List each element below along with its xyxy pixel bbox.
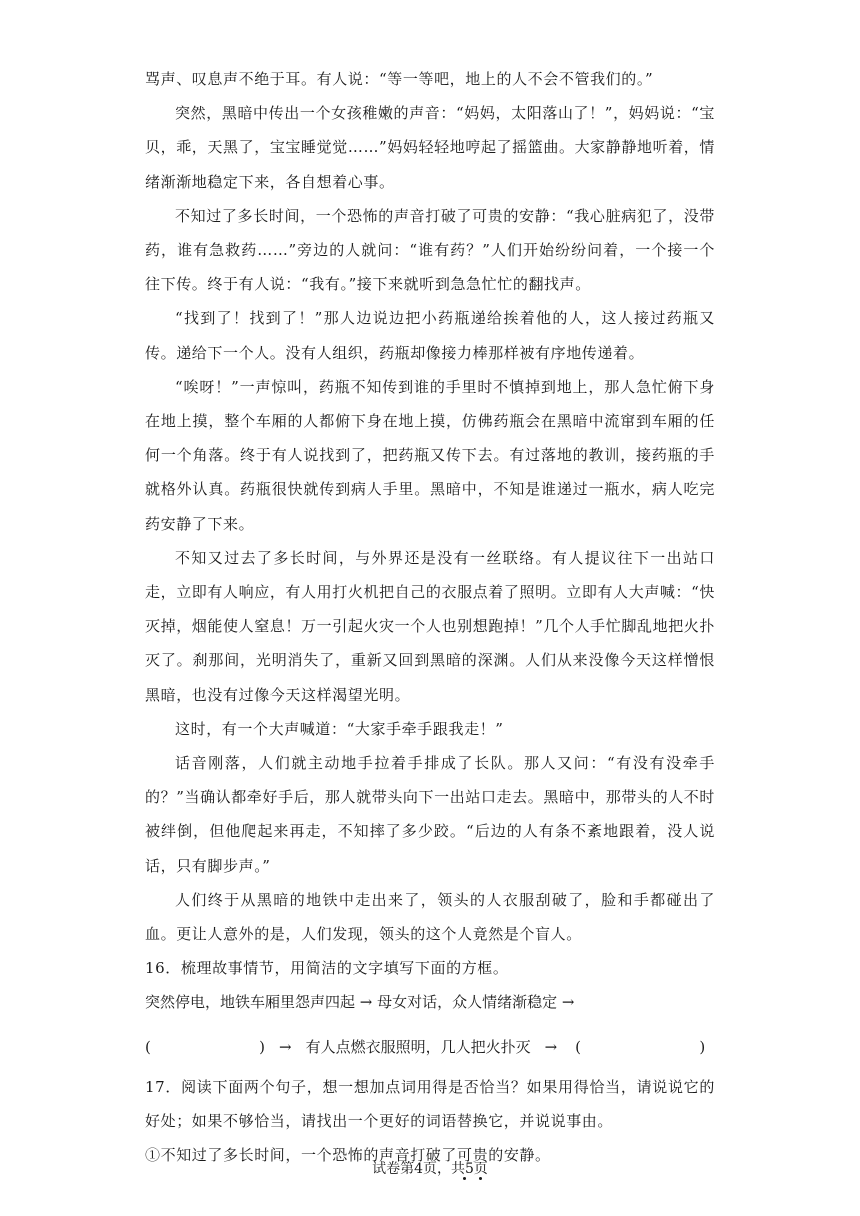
paren-close: ) (699, 1037, 706, 1056)
sentence-text-before: ①不知过了多长时间，一个恐怖的声音打破了 (145, 1146, 458, 1165)
sentence-text-after: 的安静。 (488, 1146, 551, 1165)
passage-paragraph-8: 人们终于从黑暗的地铁中走出来了，领头的人衣服刮破了，脸和手都碰出了血。更让人意外的是，人们发现，领头的这个人竟然是个盲人。 (145, 890, 715, 944)
paren-open: ( (145, 1037, 151, 1056)
arrow-icon: → (279, 1037, 292, 1056)
question-16-middle-step: 有人点燃衣服照明，几人把火扑灭 (305, 1038, 531, 1057)
passage-paragraph-0: 骂声、叹息声不绝于耳。有人说：“等一等吧，地上的人不会不管我们的。” (145, 70, 654, 88)
emphasis-dot-char: 可 (457, 1138, 473, 1172)
question-16-answer-row (145, 1024, 715, 1070)
page-footer: 试卷第4页，共5页 (372, 1161, 488, 1177)
passage-paragraph-7: 话音刚落，人们就主动地手拉着手排成了长队。那人又问：“有没有没牵手的？”当确认都牵好手后，那人就带头向下一出站口走去。黑暗中，那带头的人不时被绊倒，但他爬起来再走，不知摔了多少跤。“后边的人有条不紊地跟着，没人说话，只有脚步声。” (145, 754, 715, 875)
passage-paragraph-5: 不知又过去了多长时间，与外界还是没有一丝联络。有人提议往下一出站口走，立即有人响应，有人用打火机把自己的衣服点着了照明。立即有人大声喊：“快灭掉，烟能使人窒息！万一引起火灾一个人也别想跑掉！”几个人手忙脚乱地把火扑灭了。刹那间，光明消失了，重新又回到黑暗的深渊。人们从来没像今天这样憎恨黑暗，也没有过像今天这样渴望光明。 (145, 548, 715, 704)
question-17-stem: 17．阅读下面两个句子，想一想加点词用得是否恰当？如果用得恰当，请说说它的好处；如果不够恰当，请找出一个更好的词语替换它，并说说事由。 (145, 1077, 715, 1130)
page-content (145, 62, 715, 1172)
answer-blank-left[interactable] (145, 1038, 265, 1056)
passage-paragraph-3: “找到了！找到了！”那人边说边把小药瓶递给挨着他的人，这人接过药瓶又传。递给下一个人。没有人组织，药瓶却像接力棒那样被有序地传递着。 (145, 309, 715, 362)
question-16-flow-line: 突然停电，地铁车厢里怨声四起 → 母女对话，众人情绪渐稳定 → (145, 993, 575, 1012)
arrow-icon: → (544, 1037, 558, 1056)
question-16-stem: 16．梳理故事情节，用简洁的文字填写下面的方框。 (145, 959, 509, 978)
emphasis-dot-char: 贵 (473, 1138, 489, 1172)
paren-open: ( (575, 1037, 582, 1056)
passage-paragraph-2: 不知过了多长时间，一个恐怖的声音打破了可贵的安静：“我心脏病犯了，没带药，谁有急救药……”旁边的人就问：“谁有药？”人们开始纷纷问着，一个接一个往下传。终于有人说：“我有。”接下来就听到急急忙忙的翻找声。 (145, 206, 715, 294)
passage-paragraph-4: “唉呀！”一声惊叫，药瓶不知传到谁的手里时不慎掉到地上，那人急忙俯下身在地上摸，整个车厢的人都俯下身在地上摸，仿佛药瓶会在黑暗中流窜到车厢的任何一个角落。终于有人说找到了，把药瓶又传下去。有过落地的教训，接药瓶的手就格外认真。药瓶很快就传到病人手里。黑暗中，不知是谁递过一瓶水，病人吃完药安静了下来。 (145, 377, 715, 533)
passage-paragraph-1: 突然，黑暗中传出一个女孩稚嫩的声音：“妈妈，太阳落山了！”，妈妈说：“宝贝，乖，天黑了，宝宝睡觉觉……”妈妈轻轻地哼起了摇篮曲。大家静静地听着，情绪渐渐地稳定下来，各自想着心事。 (145, 104, 715, 191)
answer-blank-right[interactable] (575, 1038, 705, 1056)
paren-close: ) (259, 1037, 265, 1056)
passage-paragraph-6: 这时，有一个大声喊道：“大家手牵手跟我走！” (175, 719, 504, 738)
